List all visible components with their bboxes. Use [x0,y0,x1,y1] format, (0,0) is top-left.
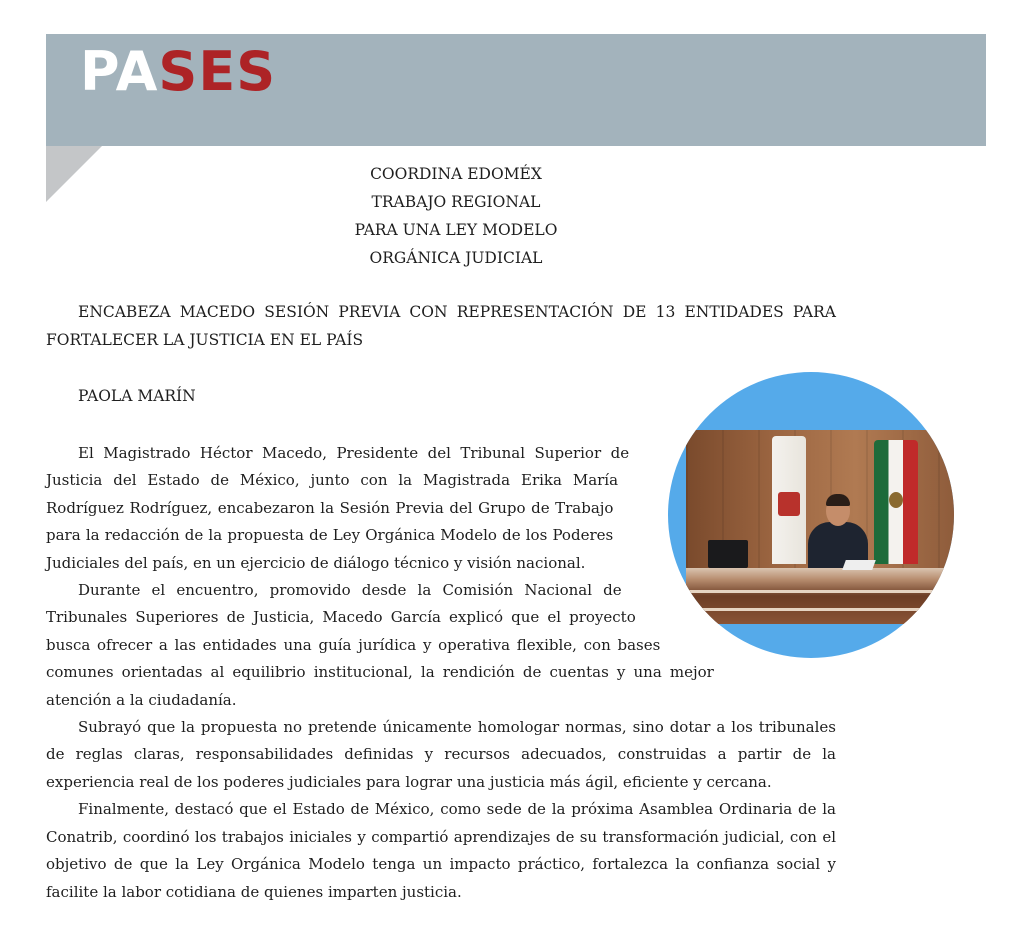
header-banner [46,34,986,146]
paragraph: Finalmente, destacó que el Estado de México, como sede de la próxima Asamblea Ordinaria de la Conatrib, coordinó los trabajos iniciales y compartió aprendizajes de su transformación judicial, con el objetivo de que la Ley Orgánica Modelo tenga un impacto práctico, fortalezca la confianza social y facilite la labor cotidiana de quienes imparten justicia. [46,800,836,901]
section-logo [80,42,276,102]
mexico-flag [874,440,918,564]
podium-desk [686,568,954,624]
author-byline: PAOLA MARÍN [78,387,196,405]
headline [300,160,612,272]
desk-monitor [708,540,748,568]
logo-part-ses: SES [158,40,277,103]
headline-line: TRABAJO REGIONAL [371,193,541,211]
logo-part-pa: PA [80,40,159,103]
session-photo [686,430,954,624]
desk-stripe [686,608,954,611]
corner-fold [46,146,102,202]
state-seal [778,492,800,516]
headline-line: ORGÁNICA JUDICIAL [369,249,543,267]
subheadline: ENCABEZA MACEDO SESIÓN PREVIA CON REPRESENTACIÓN DE 13 ENTIDADES PARA FORTALECER LA JUSTICIA EN EL PAÍS [46,303,836,349]
paragraph: Durante el encuentro, promovido desde la Comisión Nacional de Tribunales Superiores de Justicia, Macedo García explicó que el proyecto busca ofrecer a las entidades una guía jurídica y operativa flexible, con bases comunes orientadas al equilibrio institucional, la rendición de cuentas y una mejor atención a la ciudadanía. [46,581,714,709]
desk-papers [842,560,876,570]
paragraph: El Magistrado Héctor Macedo, Presidente del Tribunal Superior de Justicia del Estado de México, junto con la Magistrada Erika María Rodríguez Rodríguez, encabezaron la Sesión Previa del Grupo de Trabajo para la redacción de la propuesta de Ley Orgánica Modelo de los Poderes Judiciales del país, en un ejercicio de diálogo técnico y visión nacional. [46,444,630,572]
headline-line: PARA UNA LEY MODELO [354,221,558,239]
magistrate-hair [826,494,850,506]
photo-circle [668,372,954,658]
headline-line: COORDINA EDOMÉX [370,165,542,183]
paragraph: Subrayó que la propuesta no pretende únicamente homologar normas, sino dotar a los tribunales de reglas claras, responsabilidades definidas y recursos adecuados, construidas a partir de la experiencia real de los poderes judiciales para lograr una justicia más ágil, eficiente y cercana. [46,718,836,791]
state-flag [772,436,806,564]
eagle-emblem [889,492,903,508]
desk-stripe [686,590,954,593]
